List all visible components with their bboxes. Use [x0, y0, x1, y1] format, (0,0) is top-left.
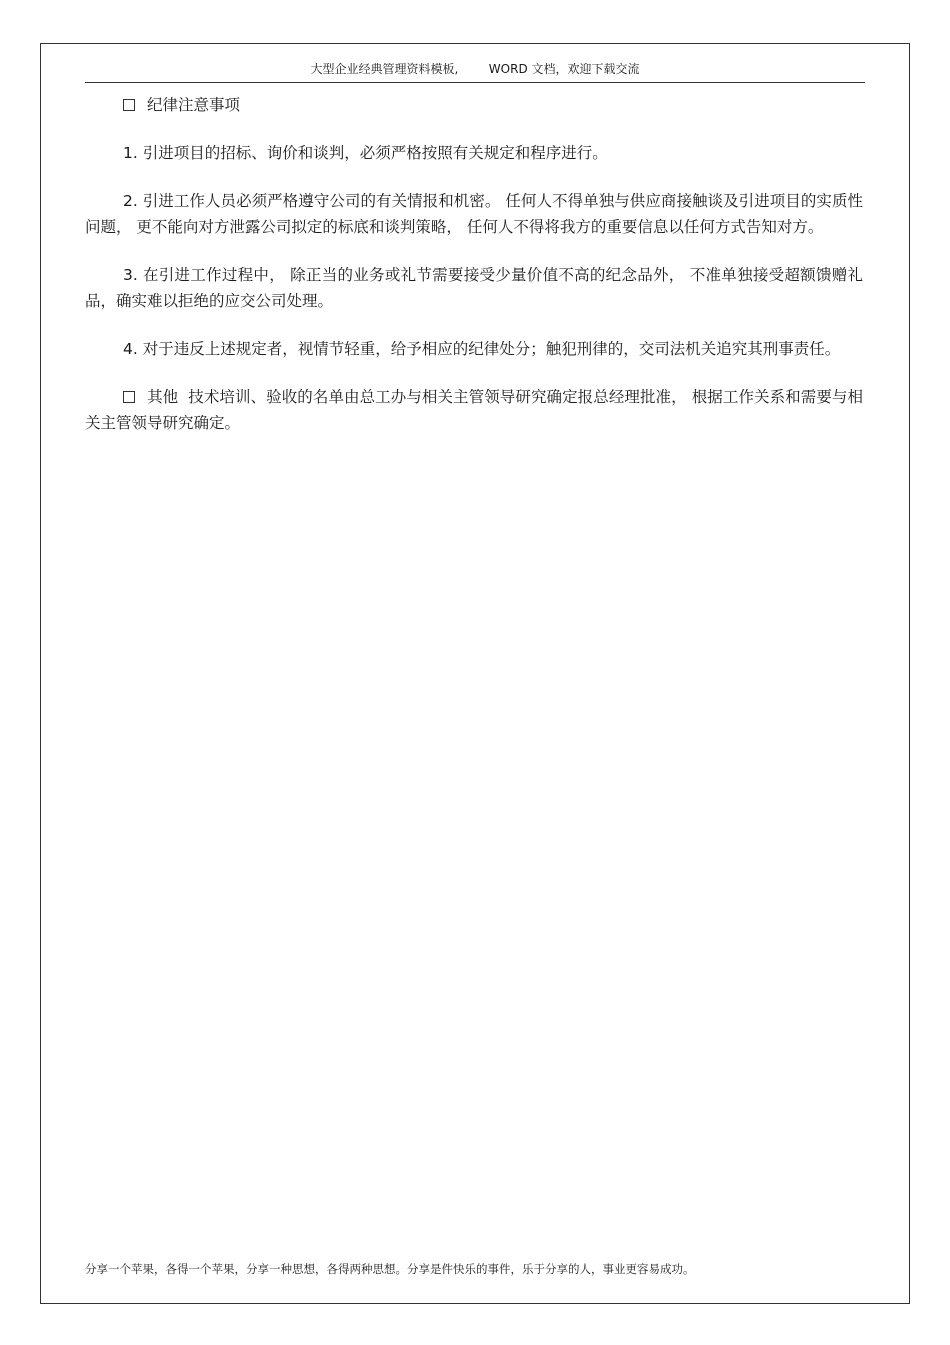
page-footer: 分享一个苹果，各得一个苹果，分享一种思想，各得两种思想。分享是件快乐的事件，乐于分享的人，事业更容易成功。: [85, 1262, 695, 1276]
rule-paragraph-1: 1. 引进项目的招标、询价和谈判，必须严格按照有关规定和程序进行。: [123, 144, 608, 162]
other-text: 技术培训、验收的名单由总工办与相关主管领导研究确定报总经理批准， 根据工作关系和需要与相关主管领导研究确定。: [85, 388, 863, 432]
other-label: 其他: [147, 388, 179, 406]
checkbox-icon: [123, 99, 135, 111]
rule-paragraph-4: 4. 对于违反上述规定者，视情节轻重，给予相应的纪律处分；触犯刑律的，交司法机关追究其刑事责任。: [123, 340, 841, 358]
page-header: 大型企业经典管理资料模板, WORD 文档，欢迎下载交流: [310, 62, 640, 76]
document-body: [85, 92, 863, 458]
section-heading: [85, 92, 863, 118]
header-divider: [85, 82, 865, 83]
other-paragraph: [85, 384, 863, 436]
section-title: 纪律注意事项: [147, 96, 241, 114]
checkbox-icon: [123, 391, 135, 403]
rule-paragraph-3: 3. 在引进工作过程中， 除正当的业务或礼节需要接受少量价值不高的纪念品外， 不准单独接受超额馈赠礼品，确实难以拒绝的应交公司处理。: [85, 266, 863, 310]
rule-paragraph-2: 2. 引进工作人员必须严格遵守公司的有关情报和机密。 任何人不得单独与供应商接触谈及引进项目的实质性问题， 更不能向对方泄露公司拟定的标底和谈判策略， 任何人不得将我方的重要信息以任何方式告知对方。: [85, 192, 863, 236]
